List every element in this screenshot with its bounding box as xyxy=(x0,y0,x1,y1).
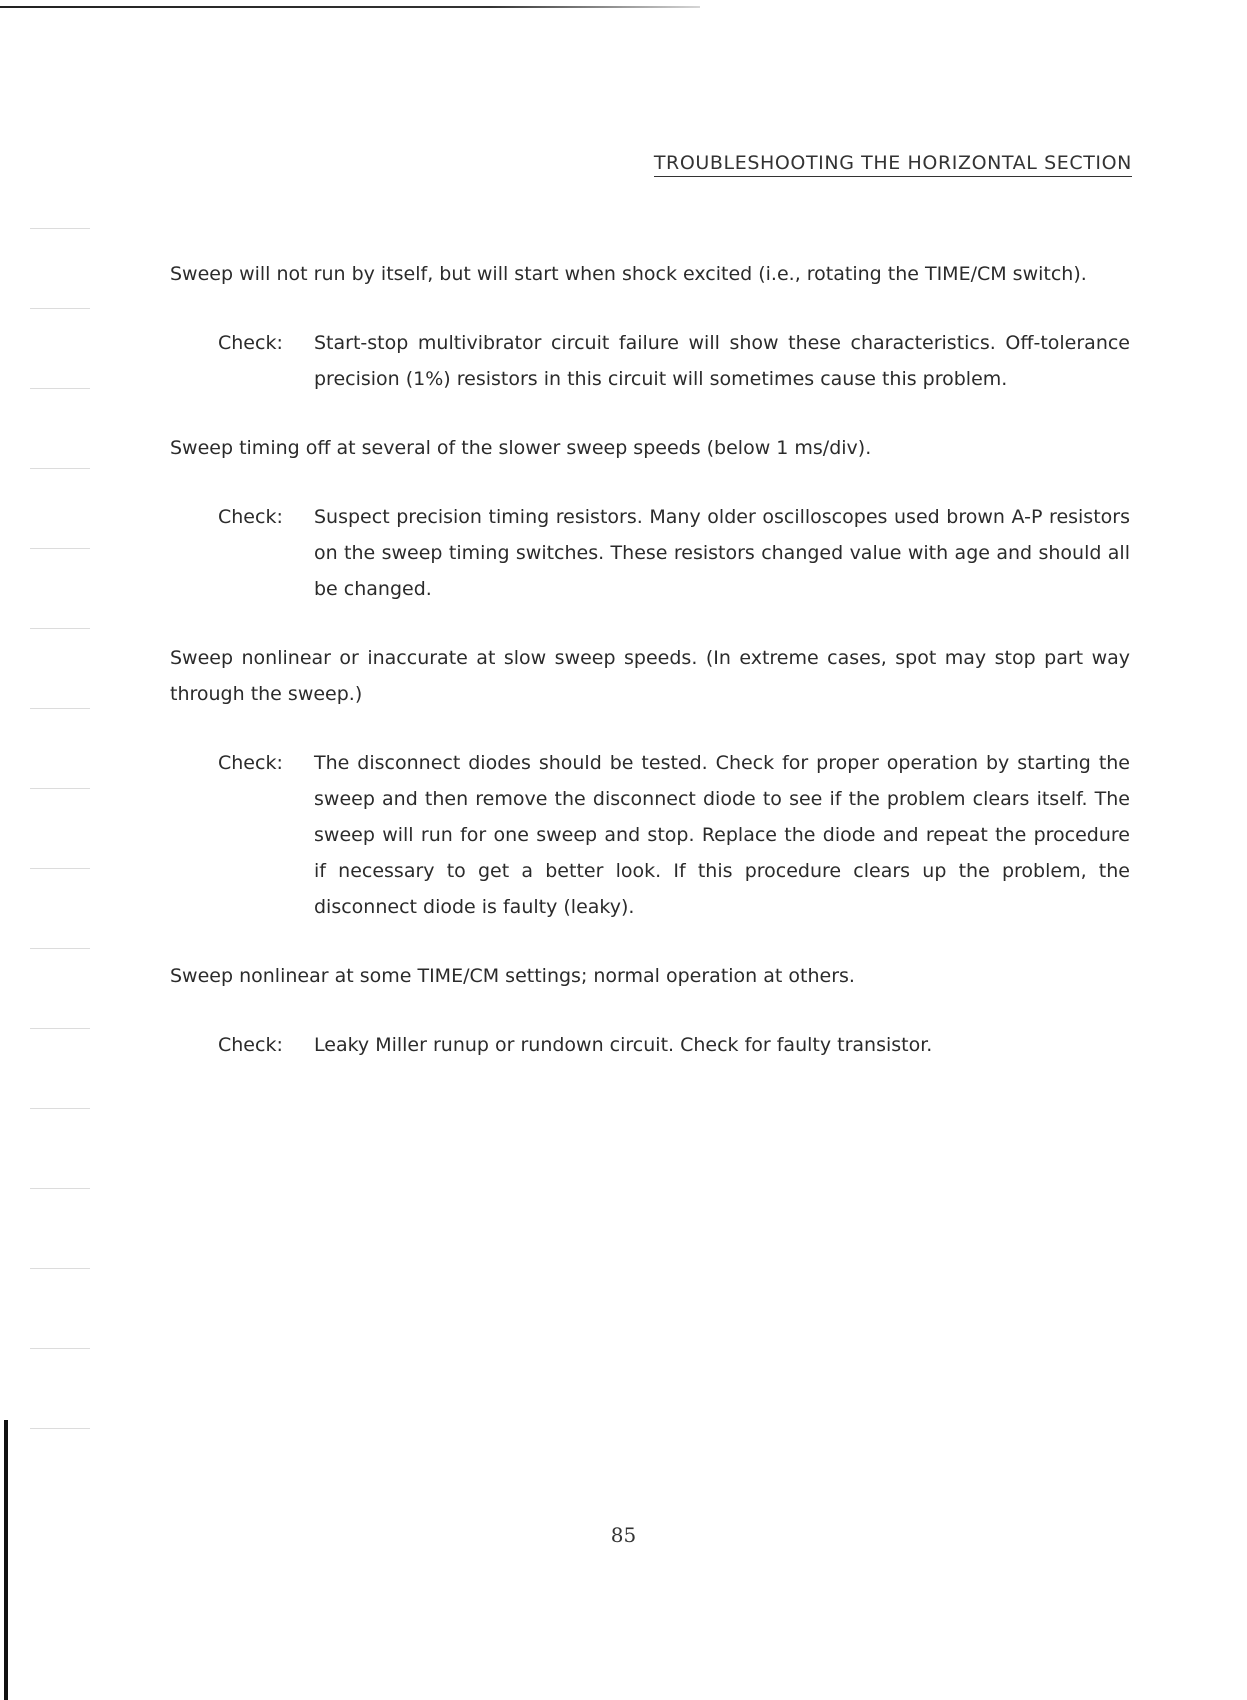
check-label: Check: xyxy=(218,752,283,774)
check-text: Start-stop multivibrator circuit failure will show these characteristics. Off-tolerance precision (1%) resistors in this circuit will sometimes cause this problem. xyxy=(314,332,1130,390)
check-label: Check: xyxy=(218,332,283,354)
symptom-3: Sweep nonlinear or inaccurate at slow sweep speeds. (In extreme cases, spot may stop part way through the sweep.) xyxy=(170,647,1130,705)
check-text: Suspect precision timing resistors. Many older oscilloscopes used brown A-P resistors on the sweep timing switches. These resistors changed value with age and should all be changed. xyxy=(314,506,1130,600)
check-3 xyxy=(218,745,1130,925)
margin-scan-marks xyxy=(30,150,90,1450)
symptom-1: Sweep will not run by itself, but will start when shock excited (i.e., rotating the TIME/CM switch). xyxy=(170,263,1087,285)
check-4 xyxy=(218,1027,1130,1063)
check-label: Check: xyxy=(218,1034,283,1056)
top-scan-rule xyxy=(0,6,700,8)
check-2 xyxy=(218,499,1130,607)
check-text: The disconnect diodes should be tested. Check for proper operation by starting the sweep and then remove the disconnect diode to see if the problem clears itself. The sweep will run for one sweep and stop. Replace the diode and repeat the procedure if necessary to get a better look. If this procedure clears up the problem, the disconnect diode is faulty (leaky). xyxy=(314,752,1130,918)
section-header: TROUBLESHOOTING THE HORIZONTAL SECTION xyxy=(654,152,1132,177)
check-label: Check: xyxy=(218,506,283,528)
check-text: Leaky Miller runup or rundown circuit. Check for faulty transistor. xyxy=(314,1034,933,1056)
troubleshooting-content xyxy=(170,256,1130,1096)
symptom-2: Sweep timing off at several of the slower sweep speeds (below 1 ms/div). xyxy=(170,437,872,459)
left-scan-edge xyxy=(4,1420,8,1700)
page-number: 85 xyxy=(610,1523,637,1547)
check-1 xyxy=(218,325,1130,397)
symptom-4: Sweep nonlinear at some TIME/CM settings; normal operation at others. xyxy=(170,965,855,987)
